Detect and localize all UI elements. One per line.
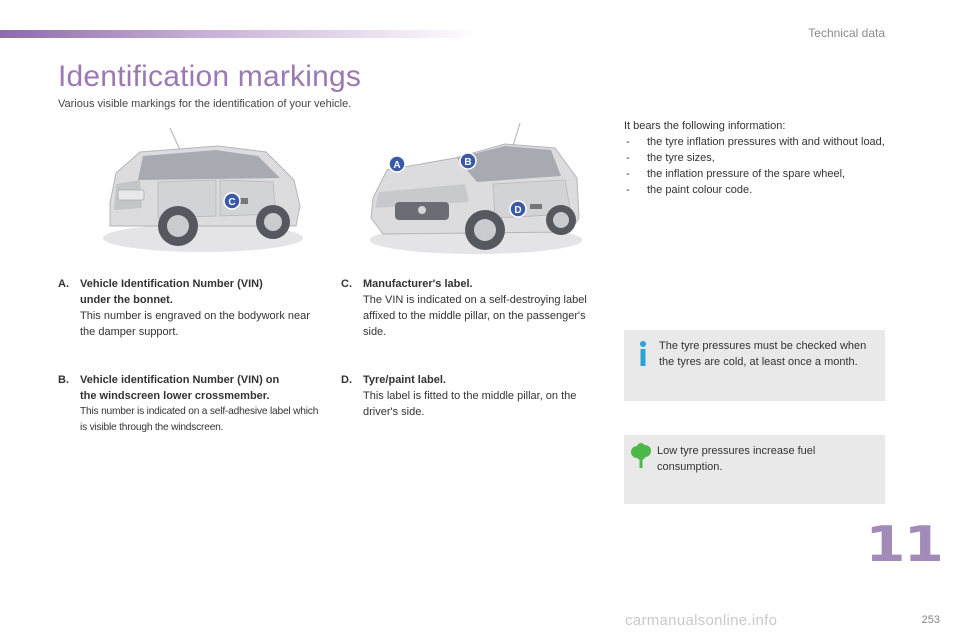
- label-a-block: [58, 276, 320, 340]
- page-title: Identification markings: [58, 60, 362, 93]
- label-c-block: [341, 276, 593, 340]
- label-a-heading-2: under the bonnet.: [80, 294, 173, 306]
- label-b-heading-2: the windscreen lower crossmember.: [80, 390, 270, 402]
- info-item: - the tyre inflation pressures with and without load,: [624, 134, 889, 150]
- marker-b-letter: B: [464, 157, 472, 168]
- page-intro: Various visible markings for the identification of your vehicle.: [58, 98, 352, 110]
- label-d-heading: Tyre/paint label.: [363, 374, 446, 386]
- page-number: 253: [921, 614, 940, 626]
- label-c-letter: C.: [341, 278, 352, 290]
- marker-c-letter: C: [228, 197, 236, 208]
- watermark: carmanualsonline.info: [625, 612, 778, 629]
- info-item: - the paint colour code.: [624, 182, 889, 198]
- label-d-letter: D.: [341, 374, 352, 386]
- info-item: - the tyre sizes,: [624, 150, 889, 166]
- label-c-body: The VIN is indicated on a self-destroying label affixed to the middle pillar, on the passenger's side.: [363, 294, 587, 338]
- header-accent-bar: [0, 30, 480, 38]
- label-d-body: This label is fitted to the middle pillar, on the driver's side.: [363, 390, 577, 418]
- tyre-label-info: [624, 118, 889, 198]
- label-c-heading: Manufacturer's label.: [363, 278, 473, 290]
- label-a-letter: A.: [58, 278, 69, 290]
- label-b-body: This number is indicated on a self-adhesive label which is visible through the windscreen.: [80, 406, 319, 433]
- label-a-heading-1: Vehicle Identification Number (VIN): [80, 278, 263, 290]
- eco-text: Low tyre pressures increase fuel consumption.: [657, 445, 816, 473]
- eco-note: [624, 435, 885, 504]
- marker-b-icon: [460, 153, 476, 169]
- tyre-check-text: The tyre pressures must be checked when the tyres are cold, at least once a month.: [659, 340, 867, 368]
- chapter-number: 11: [865, 515, 942, 573]
- label-b-block: [58, 372, 320, 436]
- marker-a-icon: [389, 156, 405, 172]
- label-a-body: This number is engraved on the bodywork near the damper support.: [80, 310, 310, 338]
- info-icon: [636, 340, 650, 368]
- info-intro: It bears the following information:: [624, 120, 786, 132]
- rear-car-illustration: [98, 118, 308, 260]
- tyre-check-note: [624, 330, 885, 401]
- front-car-illustration: [365, 118, 587, 260]
- label-b-heading-1: Vehicle identification Number (VIN) on: [80, 374, 280, 386]
- label-d-block: [341, 372, 593, 420]
- label-b-letter: B.: [58, 374, 69, 386]
- tree-icon: [631, 443, 651, 469]
- info-item: - the inflation pressure of the spare wheel,: [624, 166, 889, 182]
- marker-c-icon: [224, 193, 240, 209]
- marker-d-letter: D: [514, 205, 522, 216]
- marker-d-icon: [510, 201, 526, 217]
- section-title: Technical data: [808, 26, 885, 40]
- marker-a-letter: A: [393, 160, 401, 171]
- info-list: [624, 134, 889, 198]
